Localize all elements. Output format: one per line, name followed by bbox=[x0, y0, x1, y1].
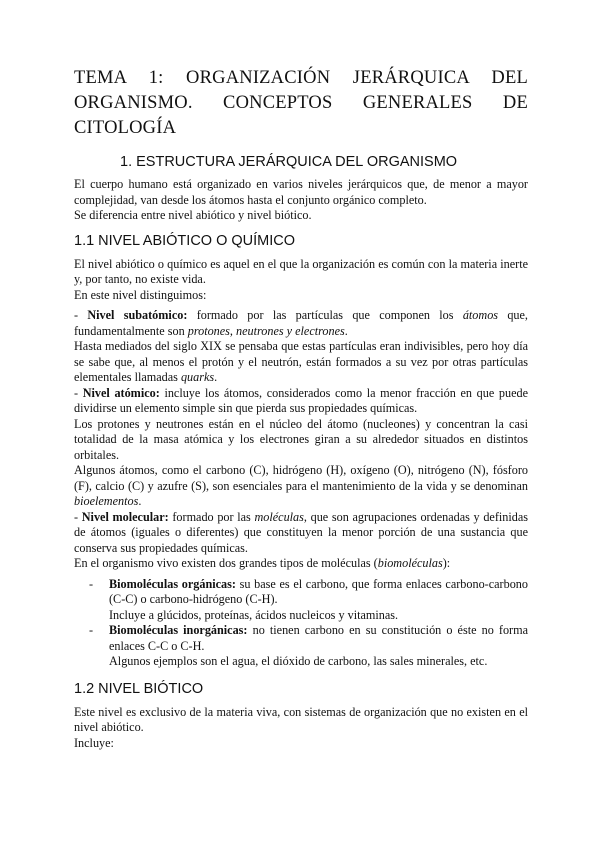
text-span: . bbox=[344, 323, 348, 338]
text-span: formado por las partículas que componen los bbox=[187, 308, 463, 322]
emphasis-biomoleculas: biomoléculas bbox=[377, 556, 443, 570]
list-item-inorganic bbox=[74, 623, 528, 670]
list-item-organic bbox=[74, 577, 528, 624]
emphasis-quarks: quarks bbox=[180, 370, 215, 384]
text-span: Algunos átomos, como el carbono (C), hidrógeno (H), oxígeno (O), nitrógeno (N), fósforo (F), calcio (C) y azufre (S), son esenciales para el mantenimiento de la vida y se denominan bbox=[74, 463, 528, 493]
text-span: ): bbox=[442, 556, 451, 570]
text-span: no tienen carbono en su constitución o éste no forma enlaces C-C o C-H. bbox=[109, 623, 528, 653]
paragraph-subatomic bbox=[74, 308, 528, 339]
text-span: incluye los átomos, considerados como la menor fracción en que puede dividirse un elemento simple sin que pierda sus propiedades químicas. bbox=[74, 385, 528, 415]
label-molecular: Nivel molecular: bbox=[81, 509, 169, 524]
emphasis-moleculas: moléculas bbox=[254, 509, 304, 524]
text-span: su base es el carbono, que forma enlaces carbono-carbono (C-C) o carbono-hidrógeno (C-H). bbox=[109, 576, 528, 606]
label-inorganic: Biomoléculas inorgánicas: bbox=[109, 623, 248, 637]
paragraph-distinguish: En este nivel distinguimos: bbox=[74, 287, 207, 302]
paragraph-bioelements bbox=[74, 463, 528, 510]
bullet-dash: - bbox=[89, 576, 94, 591]
paragraph-nucleus: Los protones y neutrones están en el núcleo del átomo (nucleones) y concentran la casi totalidad de la masa atómica y los electrones giran a su alrededor situados en distintos orbitales. bbox=[74, 416, 528, 462]
paragraph-molecular bbox=[74, 510, 528, 557]
paragraph-intro: El cuerpo humano está organizado en varios niveles jerárquicos que, de menor a mayor complejidad, van desde los átomos hasta el conjunto orgánico completo. bbox=[74, 177, 528, 207]
paragraph-molecule-types bbox=[74, 556, 528, 572]
text-span: , que son agrupaciones ordenadas y definidas de átomos (iguales o diferentes) que constituyen la menor porción de una sustancia que conserva sus propiedades químicas. bbox=[74, 509, 528, 555]
list-item-detail: Incluye a glúcidos, proteínas, ácidos nucleicos y vitaminas. bbox=[109, 607, 399, 622]
dash: - bbox=[74, 385, 83, 400]
bullet-dash: - bbox=[89, 623, 94, 637]
text-span: Hasta mediados del siglo XIX se pensaba que estas partículas eran indivisibles, pero hoy día se sabe que, al menos el protón y el neutrón, están formados a su vez por otras partículas elementales llamadas bbox=[74, 339, 528, 384]
text-span: formado por las bbox=[168, 509, 255, 524]
emphasis-particles: protones, neutrones y electrones bbox=[187, 323, 345, 338]
paragraph-history bbox=[74, 339, 528, 386]
document-page bbox=[74, 66, 528, 751]
text-span: que, fundamentalmente son bbox=[74, 308, 528, 338]
dash: - bbox=[74, 509, 82, 524]
paragraph-biotic-definition: Este nivel es exclusivo de la materia viva, con sistemas de organización que no existen en el nivel abiótico. bbox=[74, 704, 528, 734]
text-span: En el organismo vivo existen dos grandes tipos de moléculas ( bbox=[74, 556, 378, 570]
paragraph-includes: Incluye: bbox=[74, 735, 114, 750]
section-heading-abiotico: 1.1 NIVEL ABIÓTICO O QUÍMICO bbox=[74, 232, 296, 249]
section-heading-estructura: 1. ESTRUCTURA JERÁRQUICA DEL ORGANISMO bbox=[120, 154, 458, 170]
section-heading-biotico: 1.2 NIVEL BIÓTICO bbox=[74, 680, 204, 697]
text-span: . bbox=[138, 494, 142, 508]
label-organic: Biomoléculas orgánicas: bbox=[109, 576, 236, 591]
list-item-detail: Algunos ejemplos son el agua, el dióxido de carbono, las sales minerales, etc. bbox=[109, 654, 488, 668]
paragraph-atomic bbox=[74, 386, 528, 417]
document-title: TEMA 1: ORGANIZACIÓN JERÁRQUICA DEL ORGANISMO. CONCEPTOS GENERALES DE CITOLOGÍA bbox=[74, 68, 528, 138]
emphasis-atomos: átomos bbox=[462, 308, 499, 322]
biomolecule-list bbox=[74, 577, 528, 670]
paragraph-difference: Se diferencia entre nivel abiótico y nivel biótico. bbox=[74, 208, 312, 222]
label-atomic: Nivel atómico: bbox=[82, 385, 160, 400]
emphasis-bioelementos: bioelementos bbox=[74, 494, 139, 508]
dash: - bbox=[74, 308, 88, 322]
paragraph-abiotic-definition: El nivel abiótico o químico es aquel en el que la organización es común con la materia inerte y, por tanto, no existe vida. bbox=[74, 256, 528, 286]
label-subatomic: Nivel subatómico: bbox=[87, 308, 188, 322]
text-span: . bbox=[214, 370, 218, 384]
